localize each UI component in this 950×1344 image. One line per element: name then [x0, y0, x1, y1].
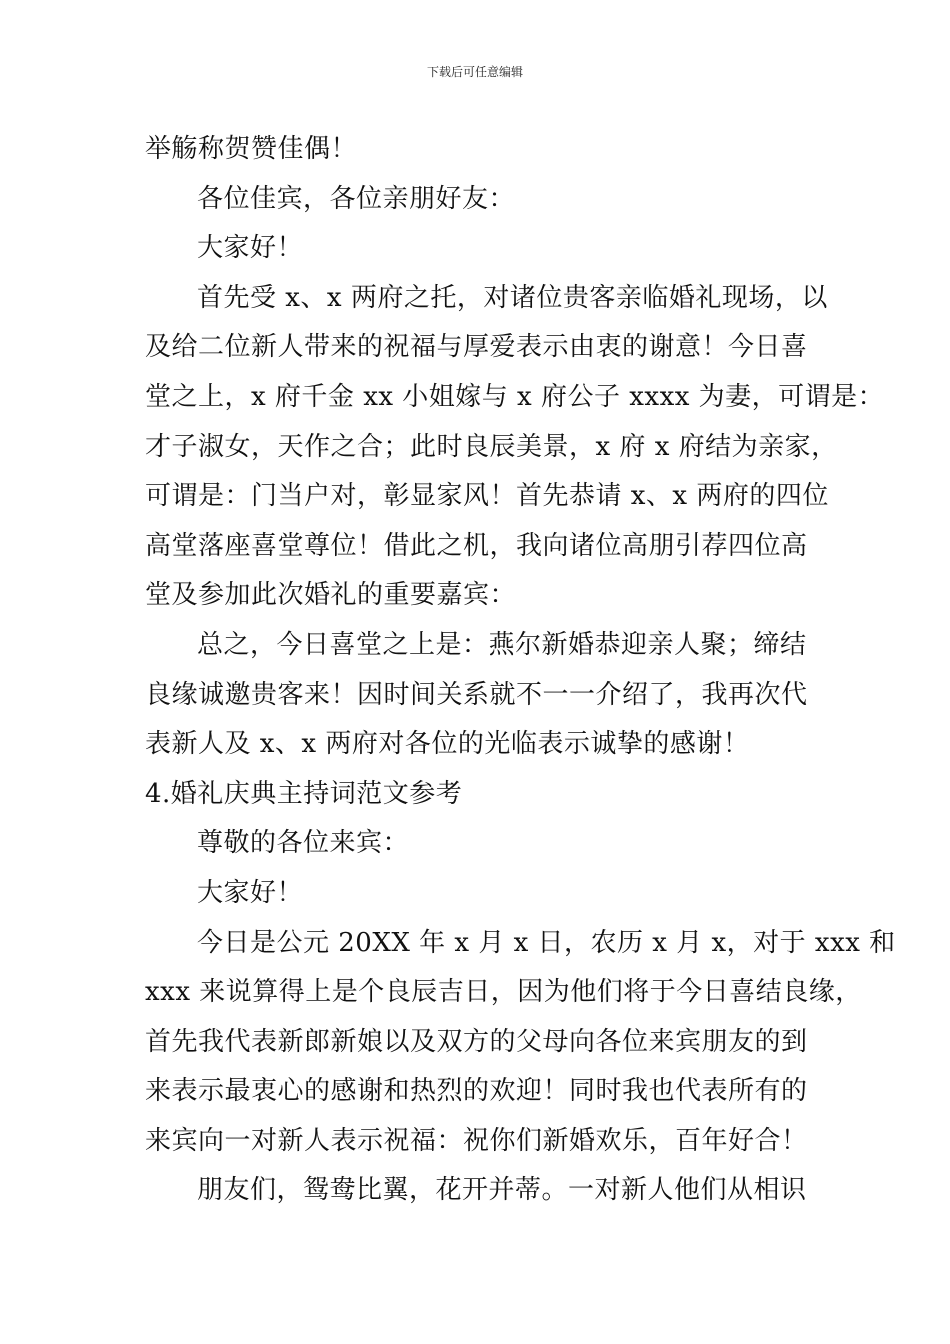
- paragraph-line: 尊敬的各位来宾：: [197, 828, 410, 859]
- paragraph-line: 来表示最衷心的感谢和热烈的欢迎！同时我也代表所有的: [145, 1076, 808, 1107]
- paragraph-line: 大家好！: [197, 877, 304, 908]
- paragraph-line: 表新人及 x、x 两府对各位的光临表示诚挚的感谢！: [145, 729, 750, 760]
- paragraph-line: 及给二位新人带来的祝福与厚爱表示由衷的谢意！今日喜: [145, 332, 808, 363]
- paragraph-line: 堂及参加此次婚礼的重要嘉宾：: [145, 580, 517, 611]
- paragraph-line: 良缘诚邀贵客来！因时间关系就不一一介绍了，我再次代: [145, 679, 808, 710]
- paragraph-line: 才子淑女，天作之合；此时良辰美景，x 府 x 府结为亲家，: [145, 431, 838, 462]
- paragraph-line: 堂之上，x 府千金 xx 小姐嫁与 x 府公子 xxxx 为妻，可谓是：: [145, 381, 885, 412]
- document-body: [145, 125, 896, 1216]
- paragraph-line: 朋友们，鸳鸯比翼，花开并蒂。一对新人他们从相识: [197, 1175, 807, 1206]
- paragraph-line: 今日是公元 20XX 年 x 月 x 日，农历 x 月 x，对于 xxx 和: [197, 927, 896, 958]
- paragraph-line: 可谓是：门当户对，彰显家风！首先恭请 x、x 两府的四位: [145, 481, 829, 512]
- paragraph-line: 举觞称贺赞佳偶！: [145, 134, 358, 164]
- paragraph-line: 高堂落座喜堂尊位！借此之机，我向诸位高朋引荐四位高: [145, 530, 808, 561]
- paragraph-line: 来宾向一对新人表示祝福：祝你们新婚欢乐，百年好合！: [145, 1125, 808, 1156]
- paragraph-line: 首先受 x、x 两府之托，对诸位贵客亲临婚礼现场，以: [197, 282, 828, 313]
- paragraph-line: 首先我代表新郎新娘以及双方的父母向各位来宾朋友的到: [145, 1026, 808, 1057]
- paragraph-line: xxx 来说算得上是个良辰吉日，因为他们将于今日喜结良缘，: [145, 977, 862, 1008]
- paragraph-line: 大家好！: [197, 233, 304, 264]
- section-heading: 4.婚礼庆典主持词范文参考: [145, 778, 463, 809]
- paragraph-line: 各位佳宾，各位亲朋好友：: [197, 183, 516, 214]
- page-header-note: 下载后可任意编辑: [426, 65, 523, 79]
- paragraph-line: 总之，今日喜堂之上是：燕尔新婚恭迎亲人聚；缔结: [197, 629, 807, 660]
